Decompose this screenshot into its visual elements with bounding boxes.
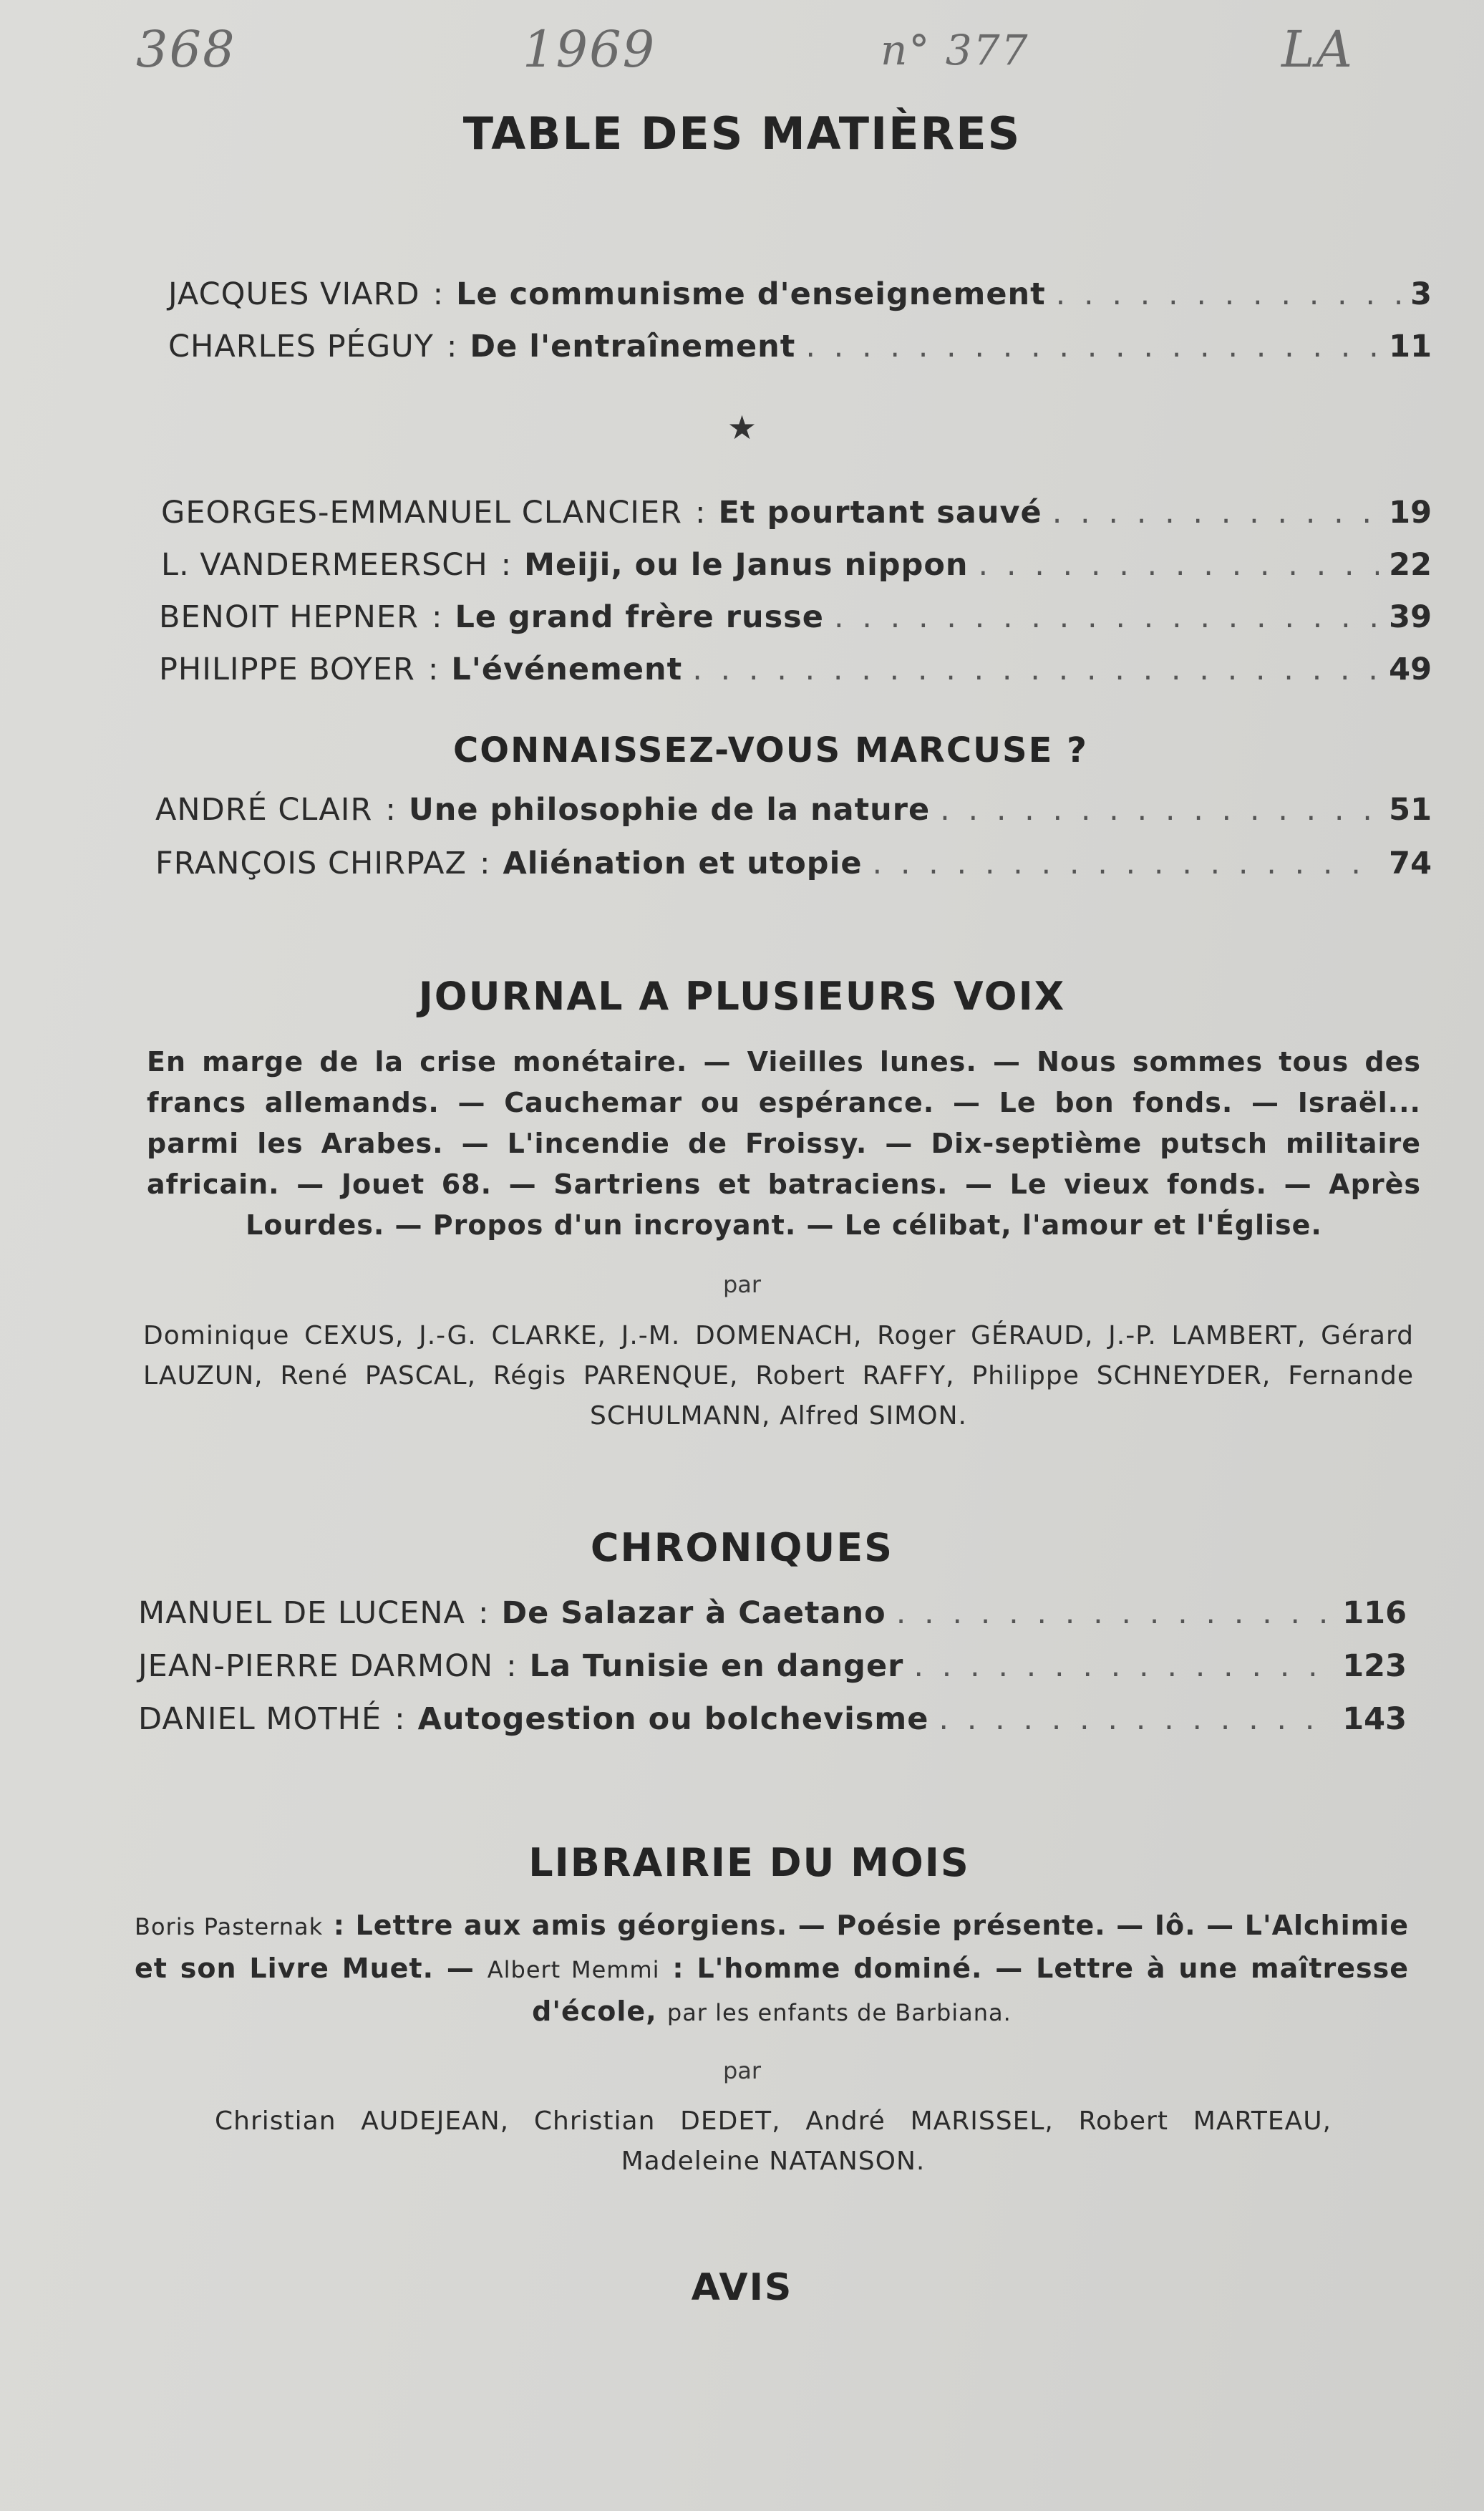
toc-entry[interactable]: DANIEL MOTHÉ : Autogestion ou bolchevisme . . . 143 [138,1697,1407,1741]
book-author: Boris Pasternak [135,1913,324,1940]
leader-dots [940,792,1379,828]
leader-dots [896,1595,1333,1631]
entry-title: Et pourtant sauvé [718,495,1042,531]
handwritten-note-3: n° 377 [881,26,1029,74]
journal-par: par [722,1271,762,1298]
toc-entry[interactable]: BENOIT HEPNER : Le grand frère russe . . . 39 [159,595,1432,639]
entry-author: CHARLES PÉGUY [168,329,434,364]
leader-dots [979,547,1379,583]
book-titles: L'homme dominé. — Lettre à une maîtresse d'école, [532,1953,1410,2027]
book-author: Albert Memmi [487,1956,660,1983]
book-titles: Lettre aux amis géorgiens. — Poésie présente. — Iô. — L'Alchimie et son Livre Muet. [135,1910,1410,1984]
leader-dots [692,652,1379,687]
entry-title: Meiji, ou le Janus nippon [524,547,969,583]
leader-dots [1056,276,1400,312]
book-author: par les enfants de Barbiana. [666,1999,1012,2026]
entry-page: 143 [1342,1701,1407,1737]
section-heading-librairie: LIBRAIRIE DU MOIS [528,1840,970,1885]
entry-page: 123 [1342,1648,1407,1684]
handwritten-note-4: LA [1281,20,1354,79]
entry-page: 39 [1389,599,1432,635]
entry-page: 22 [1389,547,1432,583]
page-title: TABLE DES MATIÈRES [462,107,1022,160]
toc-entry[interactable]: JACQUES VIARD : Le communisme d'enseignement . . . 3 [168,272,1432,316]
entry-author: FRANÇOIS CHIRPAZ [155,846,467,881]
leader-dots [939,1701,1332,1737]
entry-author: MANUEL DE LUCENA [138,1595,465,1631]
entry-title: La Tunisie en danger [529,1648,904,1684]
journal-contributors: Dominique CEXUS, J.-G. CLARKE, J.-M. DOMENACH, Roger GÉRAUD, J.-P. LAMBERT, Gérard LAUZUN, René PASCAL, Régis PARENQUE, Robert RAFFY, Philippe SCHNEYDER, Fernande SCHULMANN, Alfred SIMON. [143,1321,1414,1431]
section-heading-journal: JOURNAL A PLUSIEURS VOIX [418,974,1066,1019]
leader-dots [913,1648,1332,1684]
toc-entry[interactable]: GEORGES-EMMANUEL CLANCIER : Et pourtant sauvé . . . 19 [161,490,1432,535]
entry-page: 3 [1410,276,1432,312]
toc-entry[interactable]: MANUEL DE LUCENA : De Salazar à Caetano . . . 116 [138,1591,1407,1635]
section-heading-chroniques: CHRONIQUES [590,1525,894,1570]
entry-title: De l'entraînement [470,329,796,364]
star-separator: ★ [727,408,757,447]
entry-author: JEAN-PIERRE DARMON [138,1648,494,1684]
entry-title: Le grand frère russe [455,599,824,635]
toc-entry[interactable]: JEAN-PIERRE DARMON : La Tunisie en danger . . . 123 [138,1644,1407,1688]
avis-heading: AVIS [691,2266,793,2309]
journal-topics: En marge de la crise monétaire. — Vieilles lunes. — Nous sommes tous des francs allemands. — Cauchemar ou espérance. — Le bon fonds. — Israël... parmi les Arabes. — L'incendie de Froissy. — Dix-septième putsch militaire africain. — Jouet 68. — Sartriens et batraciens. — Le vieux fonds. — Après Lourdes. — Propos d'un incroyant. — Le célibat, l'amour et l'Église. [147,1046,1421,1241]
entry-title: L'événement [451,652,683,687]
entry-author: GEORGES-EMMANUEL CLANCIER [161,495,683,531]
entry-page: 116 [1342,1595,1407,1631]
leader-dots [834,599,1379,635]
entry-author: BENOIT HEPNER [159,599,419,635]
toc-entry[interactable]: PHILIPPE BOYER : L'événement . . . 49 [159,647,1432,692]
handwritten-note-2: 1969 [523,20,656,79]
leader-dots [1052,495,1379,531]
entry-title: Aliénation et utopie [503,846,863,881]
entry-author: JACQUES VIARD [168,276,420,312]
entry-page: 74 [1389,846,1432,881]
toc-entry[interactable]: FRANÇOIS CHIRPAZ : Aliénation et utopie . . . 74 [155,841,1432,886]
toc-entry[interactable]: ANDRÉ CLAIR : Une philosophie de la nature . . . 51 [155,788,1432,832]
entry-author: PHILIPPE BOYER [159,652,415,687]
toc-entry[interactable]: L. VANDERMEERSCH : Meiji, ou le Janus nippon . . . 22 [161,543,1432,587]
entry-page: 51 [1389,792,1432,828]
entry-page: 49 [1389,652,1432,687]
librairie-par: par [722,2057,762,2084]
librairie-entries: Boris Pasternak : Lettre aux amis géorgiens. — Poésie présente. — Iô. — L'Alchimie et son Livre Muet. — Albert Memmi : L'homme dominé. — Lettre à une maîtresse d'école, par les enfants de Barbiana. [135,1910,1410,2027]
entry-title: De Salazar à Caetano [501,1595,886,1631]
entry-author: DANIEL MOTHÉ [138,1701,382,1737]
librairie-contributors: Christian AUDEJEAN, Christian DEDET, André MARISSEL, Robert MARTEAU, Madeleine NATANSON. [215,2106,1332,2176]
leader-dots [805,329,1379,364]
entry-author: L. VANDERMEERSCH [161,547,488,583]
entry-title: Une philosophie de la nature [408,792,931,828]
leader-dots [873,846,1379,881]
entry-title: Le communisme d'enseignement [456,276,1046,312]
entry-page: 19 [1389,495,1432,531]
entry-author: ANDRÉ CLAIR [155,792,373,828]
entry-title: Autogestion ou bolchevisme [417,1701,929,1737]
toc-entry[interactable]: CHARLES PÉGUY : De l'entraînement . . . 11 [168,324,1432,369]
entry-page: 11 [1389,329,1432,364]
section-heading-marcuse: CONNAISSEZ-VOUS MARCUSE ? [453,730,1088,770]
handwritten-note-1: 368 [136,20,236,79]
